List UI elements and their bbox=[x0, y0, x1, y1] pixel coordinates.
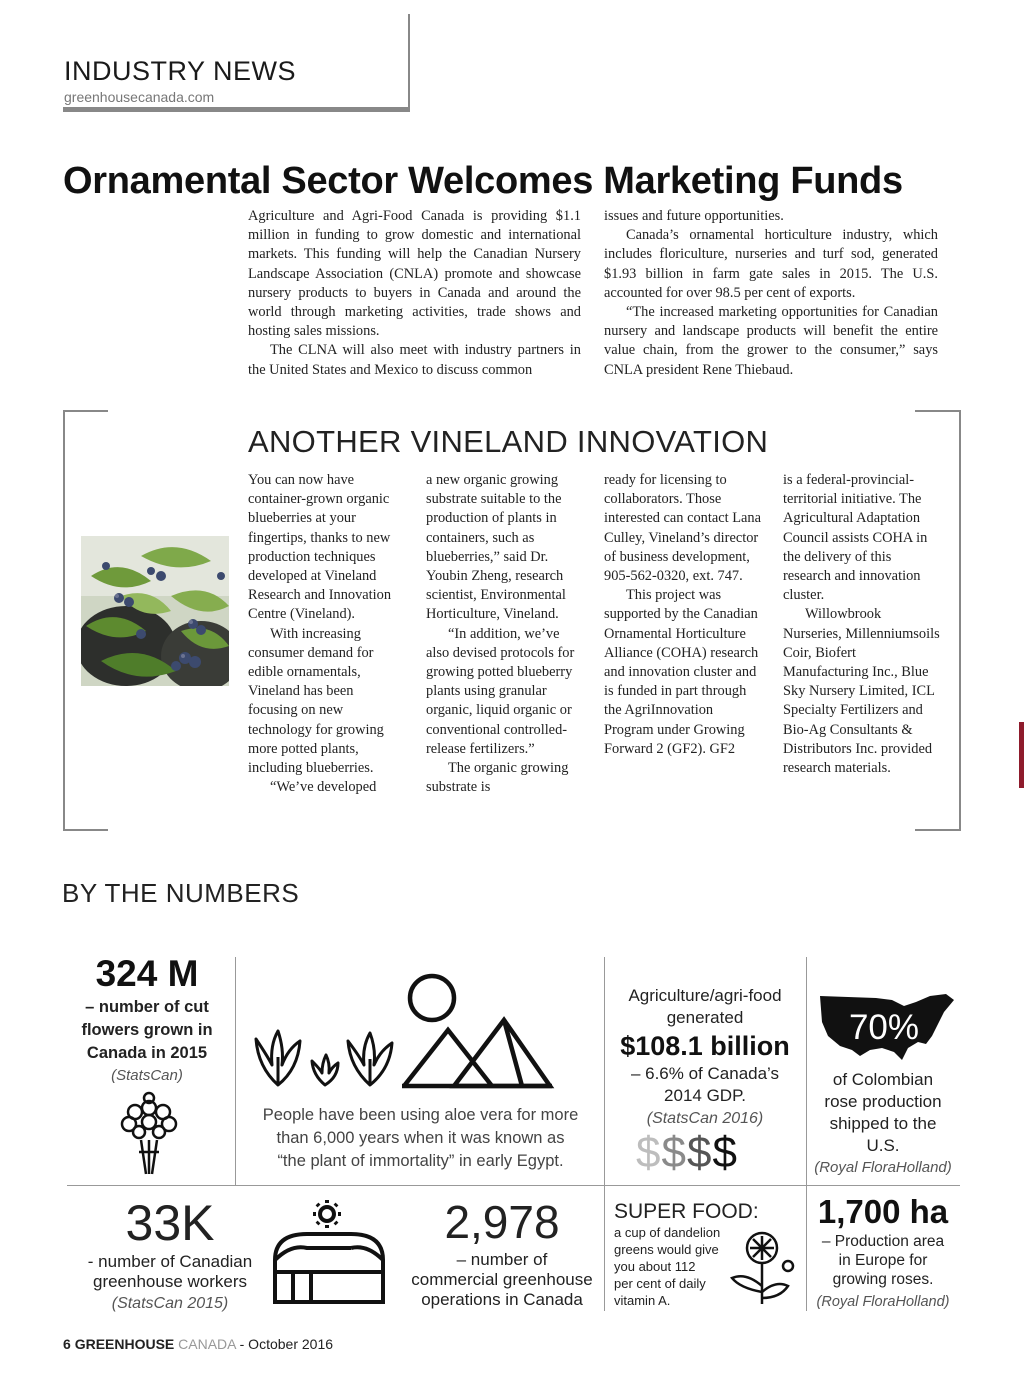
stat-label: Agriculture/agri-food bbox=[628, 986, 782, 1005]
blueberry-photo bbox=[81, 536, 229, 686]
stat-value-roses: 70% bbox=[848, 1008, 920, 1047]
stat-source: (Royal FloraHolland) bbox=[816, 1294, 950, 1310]
stat-label: vitamin A. bbox=[614, 1293, 671, 1308]
stat-label: operations in Canada bbox=[421, 1290, 583, 1309]
paragraph: “The increased marketing opportunities for Canadian nursery and landscape products will benefit the entire value chain, from the grower to the consumer,” says CNLA president Rene Thiebaud. bbox=[604, 304, 938, 378]
page-edge-tab bbox=[1019, 722, 1024, 788]
sidebar-title: ANOTHER VINELAND INNOVATION bbox=[248, 424, 769, 459]
stat-label: – Production area bbox=[821, 1233, 945, 1250]
stat-label: you about 112 bbox=[614, 1259, 696, 1274]
stat-label: – number of bbox=[456, 1250, 548, 1269]
stat-value: $108.1 billion bbox=[620, 1031, 790, 1061]
sidebar-column-4 bbox=[783, 471, 940, 778]
pyramids-sun-icon bbox=[400, 968, 560, 1097]
paragraph: With increasing consumer demand for edible ornamentals, Vineland has been focusing on new technology for growing more potted plants, including blueberries. bbox=[248, 625, 384, 777]
stat-aloe bbox=[243, 1104, 598, 1173]
stat-label: - number of Canadian bbox=[87, 1252, 253, 1271]
site-url[interactable]: greenhousecanada.com bbox=[64, 89, 215, 105]
issue-date: - October 2016 bbox=[239, 1336, 334, 1352]
paragraph: The CLNA will also meet with industry partners in the United States and Mexico to discuss common bbox=[248, 342, 581, 378]
stat-text: People have been using aloe vera for more bbox=[262, 1106, 579, 1124]
dandelion-icon bbox=[722, 1228, 802, 1313]
paragraph: Willowbrook Nurseries, Millenniumsoils Coir, Biofert Manufacturing Inc., Blue Sky Nursery Limited, ICL Specialty Fertilizers and Bio-Ag Consultants & Distributors Inc. provided research materials. bbox=[783, 606, 940, 777]
stat-value: 2,978 bbox=[444, 1196, 560, 1248]
sidebar-column-2 bbox=[426, 471, 582, 797]
stat-title: SUPER FOOD: bbox=[614, 1200, 759, 1223]
paragraph: is a federal-provincial-territorial initiative. The Agricultural Adaptation Council assists COHA in the delivery of this research and innovation cluster. bbox=[783, 472, 928, 604]
page-number: 6 bbox=[63, 1336, 71, 1352]
frame-right bbox=[959, 410, 961, 831]
page-footer bbox=[63, 1336, 333, 1352]
stat-text: than 6,000 years when it was known as bbox=[276, 1129, 565, 1147]
stat-label: generated bbox=[666, 1008, 744, 1027]
section-title: INDUSTRY NEWS bbox=[64, 56, 297, 86]
paragraph: “In addition, we’ve also devised protocols for growing potted blueberry plants using granular organic, liquid organic or conventional controlled-release fertilizers.” bbox=[426, 625, 575, 757]
stat-label: Canada in 2015 bbox=[86, 1044, 208, 1062]
stat-source: (StatsCan) bbox=[111, 1067, 183, 1084]
paragraph: Agriculture and Agri-Food Canada is providing $1.1 million in funding to grow domestic and international markets. This funding will help the Canadian Nursery Landscape Association (CNLA) promote and showcase nursery products to buyers in Canada and around the world through marketing activities, trade shows and hosting sales missions. bbox=[248, 208, 581, 340]
dollar-signs bbox=[636, 1128, 738, 1177]
stat-label: growing roses. bbox=[832, 1271, 934, 1288]
stat-source: (Royal FloraHolland) bbox=[814, 1159, 952, 1176]
stat-label: 2014 GDP. bbox=[664, 1086, 746, 1105]
frame-corner bbox=[63, 410, 108, 412]
stat-operations bbox=[404, 1194, 600, 1310]
stat-label: commercial greenhouse bbox=[411, 1270, 593, 1289]
dollar-sign: $ bbox=[636, 1128, 662, 1177]
stat-label: a cup of dandelion bbox=[614, 1225, 721, 1240]
stat-value: 33K bbox=[125, 1195, 215, 1251]
dollar-signs-icon bbox=[636, 1128, 738, 1178]
paragraph: You can now have container-grown organic blueberries at your fingertips, thanks to new production techniques developed at Vineland Research and Innovation Centre (Vineland). bbox=[248, 472, 392, 623]
stat-label: rose production bbox=[824, 1092, 942, 1111]
divider bbox=[806, 957, 807, 1185]
sidebar-column-3 bbox=[604, 471, 762, 759]
stat-source: (StatsCan 2016) bbox=[646, 1110, 764, 1127]
paragraph: a new organic growing substrate suitable to the production of plants in containers, such as blueberries,” said Dr. Youbin Zheng, research scientist, Environmental Horticulture, Vineland. bbox=[426, 472, 566, 623]
frame-corner bbox=[63, 829, 108, 831]
aloe-plant-icon bbox=[250, 1027, 400, 1094]
brand-name: GREENHOUSE bbox=[74, 1336, 175, 1352]
divider bbox=[806, 1185, 807, 1311]
stat-label: greens would give bbox=[614, 1242, 719, 1257]
dollar-sign: $ bbox=[686, 1128, 713, 1177]
stat-text: “the plant of immortality” in early Egypt. bbox=[277, 1152, 564, 1170]
stat-label: – number of cut bbox=[85, 998, 209, 1016]
stat-label: U.S. bbox=[866, 1136, 900, 1155]
article-column-2 bbox=[604, 207, 938, 380]
stat-label: in Europe for bbox=[838, 1252, 928, 1269]
stat-label: – 6.6% of Canada’s bbox=[630, 1064, 780, 1083]
brand-name-light: CANADA bbox=[178, 1336, 236, 1352]
flower-bouquet-icon bbox=[113, 1090, 185, 1185]
stat-label: greenhouse workers bbox=[92, 1272, 248, 1291]
paragraph: The organic growing substrate is bbox=[426, 760, 569, 796]
paragraph: Canada’s ornamental horticulture industry, which includes floriculture, nurseries and turf sod, generated $1.93 billion in farm gate sales in 2015. The U.S. accounted for over 98.5 per cent of exports. bbox=[604, 227, 938, 301]
dollar-sign: $ bbox=[712, 1128, 738, 1177]
frame-left bbox=[63, 410, 65, 831]
stat-roses bbox=[808, 1069, 958, 1179]
stat-cut-flowers bbox=[67, 952, 227, 1086]
dollar-sign: $ bbox=[661, 1128, 687, 1177]
divider bbox=[604, 1185, 605, 1311]
greenhouse-sun-icon bbox=[271, 1198, 387, 1311]
paragraph: issues and future opportunities. bbox=[604, 208, 784, 224]
stat-area bbox=[808, 1192, 958, 1315]
stat-label: per cent of daily bbox=[614, 1276, 706, 1291]
stat-workers bbox=[75, 1194, 265, 1316]
divider bbox=[235, 957, 236, 1185]
frame-corner bbox=[915, 829, 961, 831]
stat-label: flowers grown in bbox=[81, 1021, 213, 1039]
paragraph: ready for licensing to collaborators. Those interested can contact Lana Culley, Vineland’s director of business development, 905-562-0320, ext. 747. bbox=[604, 472, 762, 585]
paragraph: This project was supported by the Canadian Ornamental Horticulture Alliance (COHA) research and innovation cluster and is funded in part through the AgriInnovation Program under Growing Forward 2 (GF2). GF2 bbox=[604, 587, 759, 757]
divider bbox=[604, 957, 605, 1185]
paragraph: “We’ve developed bbox=[270, 779, 377, 796]
divider bbox=[67, 1185, 960, 1186]
article-headline: Ornamental Sector Welcomes Marketing Funds bbox=[63, 160, 903, 202]
sidebar-column-1 bbox=[248, 471, 400, 797]
numbers-title: BY THE NUMBERS bbox=[62, 878, 300, 908]
stat-value: 1,700 ha bbox=[817, 1193, 949, 1230]
stat-label: of Colombian bbox=[832, 1070, 934, 1089]
stat-source: (StatsCan 2015) bbox=[111, 1295, 229, 1312]
stat-value: 324 M bbox=[95, 953, 199, 994]
article-column-1 bbox=[248, 207, 581, 380]
frame-corner bbox=[915, 410, 961, 412]
stat-agri-food bbox=[606, 985, 804, 1131]
stat-label: shipped to the bbox=[829, 1114, 937, 1133]
